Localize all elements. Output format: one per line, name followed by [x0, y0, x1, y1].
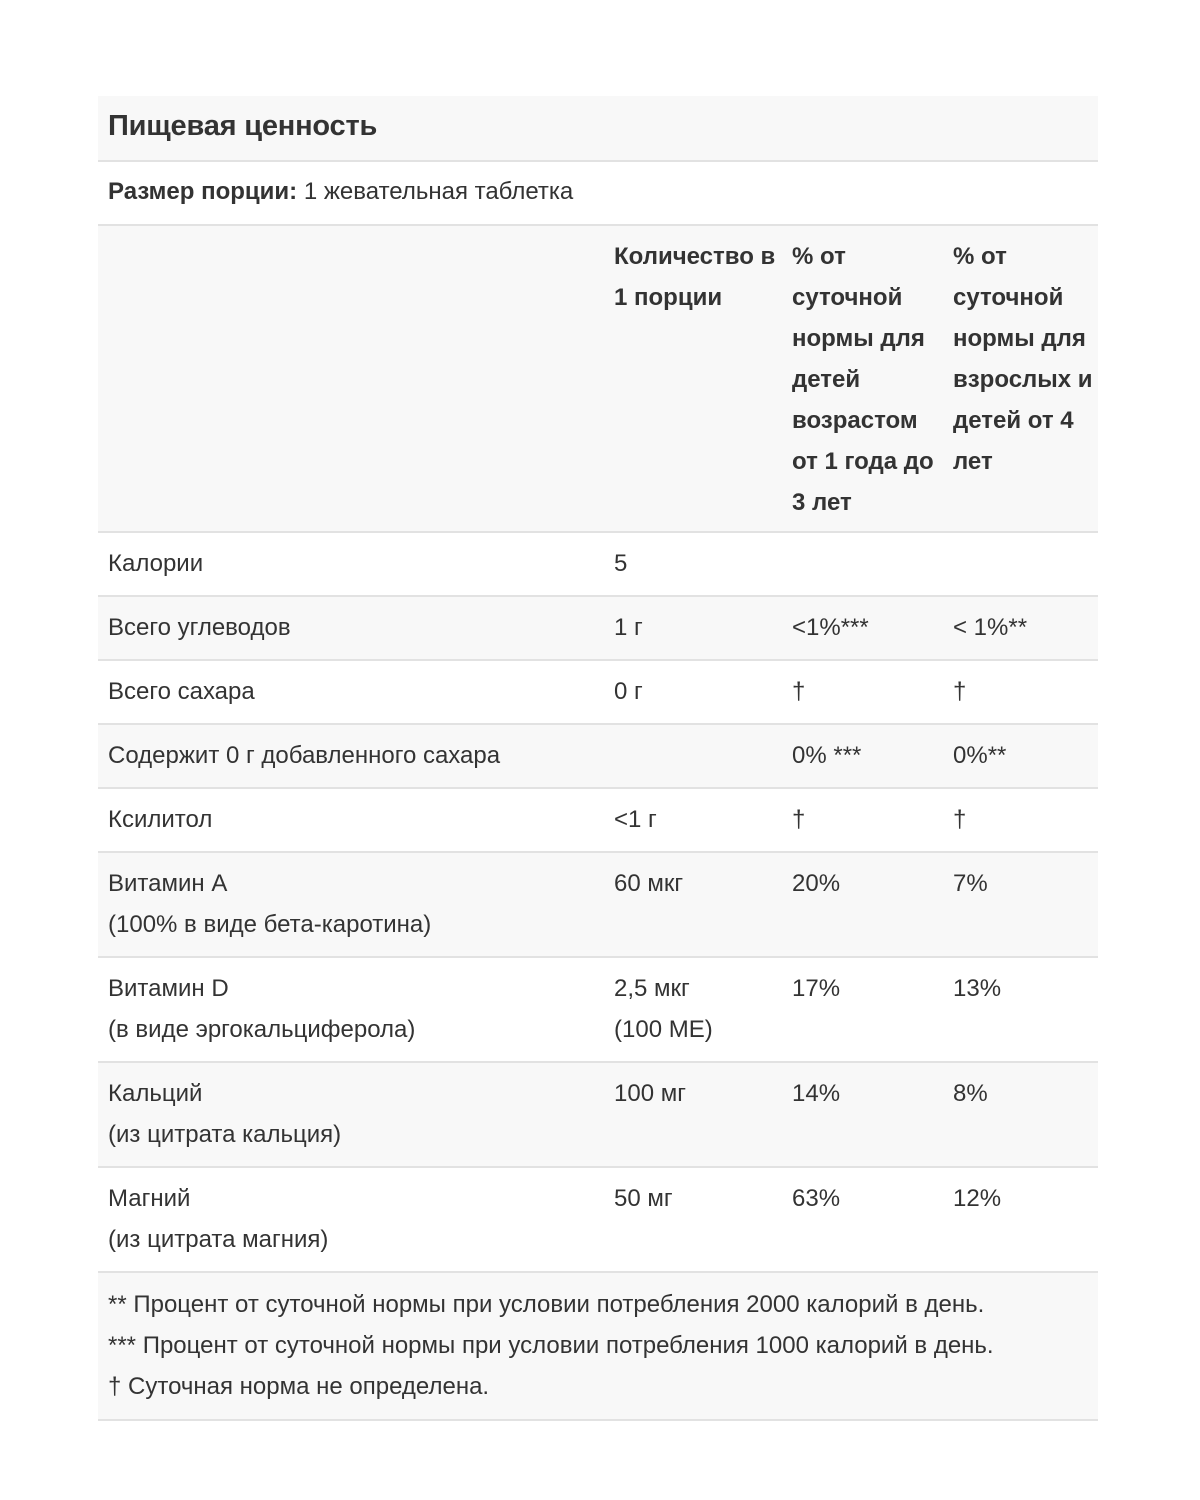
table-row [98, 1062, 1098, 1167]
nutrient-source-note: (100% в виде бета-каротина) [108, 911, 432, 938]
nutrient-name: Витамин D [108, 975, 229, 1002]
nutrition-table [98, 226, 1098, 1273]
header-dv-children: % от суточной нормы для детей возрастом от 1 года до 3 лет [784, 226, 945, 532]
dv-adults-value: 7% [945, 852, 1098, 957]
nutrient-name: Витамин А [108, 870, 228, 897]
nutrient-cell [98, 1062, 606, 1167]
header-nutrient [98, 226, 606, 532]
amount-cell [606, 724, 784, 788]
dv-children-value [784, 532, 945, 596]
nutrient-cell [98, 1167, 606, 1272]
amount-cell [606, 660, 784, 724]
amount-cell [606, 532, 784, 596]
amount-value: 100 мг [614, 1080, 686, 1107]
footnote-2000-calories: ** Процент от суточной нормы при условии потребления 2000 калорий в день. [108, 1291, 985, 1318]
footnote-not-established: † Суточная норма не определена. [108, 1373, 490, 1400]
dv-children-value: 17% [784, 957, 945, 1062]
footnotes [98, 1273, 1098, 1421]
amount-note: (100 МЕ) [614, 1016, 713, 1043]
nutrient-name: Ксилитол [108, 806, 213, 833]
amount-value: 0 г [614, 678, 643, 705]
amount-cell [606, 852, 784, 957]
dv-adults-value: 0%** [945, 724, 1098, 788]
dv-adults-value [945, 532, 1098, 596]
amount-cell [606, 1062, 784, 1167]
amount-cell [606, 957, 784, 1062]
nutrient-name: Кальций [108, 1080, 203, 1107]
header-dv-adults: % от суточной нормы для взрослых и детей от 4 лет [945, 226, 1098, 532]
amount-value: 60 мкг [614, 870, 684, 897]
nutrient-cell [98, 660, 606, 724]
dv-adults-value: † [945, 788, 1098, 852]
amount-value: <1 г [614, 806, 657, 833]
nutrient-cell [98, 788, 606, 852]
dv-children-value: 0% *** [784, 724, 945, 788]
amount-value: 2,5 мкг [614, 975, 690, 1002]
amount-cell [606, 788, 784, 852]
nutrient-name: Всего сахара [108, 678, 255, 705]
title-row [98, 96, 1098, 162]
footnote-1000-calories: *** Процент от суточной нормы при условии потребления 1000 калорий в день. [108, 1332, 994, 1359]
nutrient-name: Магний [108, 1185, 191, 1212]
dv-adults-value: 8% [945, 1062, 1098, 1167]
dv-children-value: † [784, 788, 945, 852]
nutrient-cell [98, 596, 606, 660]
header-amount: Количество в 1 порции [606, 226, 784, 532]
table-row [98, 788, 1098, 852]
nutrient-source-note: (из цитрата магния) [108, 1226, 329, 1253]
amount-value: 50 мг [614, 1185, 673, 1212]
dv-children-value: 63% [784, 1167, 945, 1272]
table-row [98, 957, 1098, 1062]
dv-children-value: 14% [784, 1062, 945, 1167]
table-header-row [98, 226, 1098, 532]
table-row [98, 660, 1098, 724]
table-row [98, 596, 1098, 660]
nutrient-source-note: (в виде эргокальциферола) [108, 1016, 416, 1043]
amount-value: 1 г [614, 614, 643, 641]
table-row [98, 724, 1098, 788]
amount-cell [606, 1167, 784, 1272]
amount-value: 5 [614, 550, 628, 577]
nutrition-facts-panel [98, 96, 1098, 1421]
amount-cell [606, 596, 784, 660]
nutrient-name: Всего углеводов [108, 614, 291, 641]
nutrient-cell [98, 852, 606, 957]
dv-adults-value: † [945, 660, 1098, 724]
table-row [98, 852, 1098, 957]
serving-size-row [98, 162, 1098, 226]
nutrient-name: Содержит 0 г добавленного сахара [108, 742, 501, 769]
dv-children-value: † [784, 660, 945, 724]
nutrient-cell [98, 532, 606, 596]
page-title: Пищевая ценность [108, 110, 378, 142]
dv-adults-value: 12% [945, 1167, 1098, 1272]
nutrient-cell [98, 724, 606, 788]
nutrient-name: Калории [108, 550, 204, 577]
table-row [98, 532, 1098, 596]
dv-adults-value: 13% [945, 957, 1098, 1062]
dv-children-value: 20% [784, 852, 945, 957]
nutrient-source-note: (из цитрата кальция) [108, 1121, 342, 1148]
serving-size-label: Размер порции: [108, 178, 298, 205]
dv-adults-value: < 1%** [945, 596, 1098, 660]
nutrient-cell [98, 957, 606, 1062]
table-row [98, 1167, 1098, 1272]
serving-size-value: 1 жевательная таблетка [303, 178, 574, 205]
dv-children-value: <1%*** [784, 596, 945, 660]
